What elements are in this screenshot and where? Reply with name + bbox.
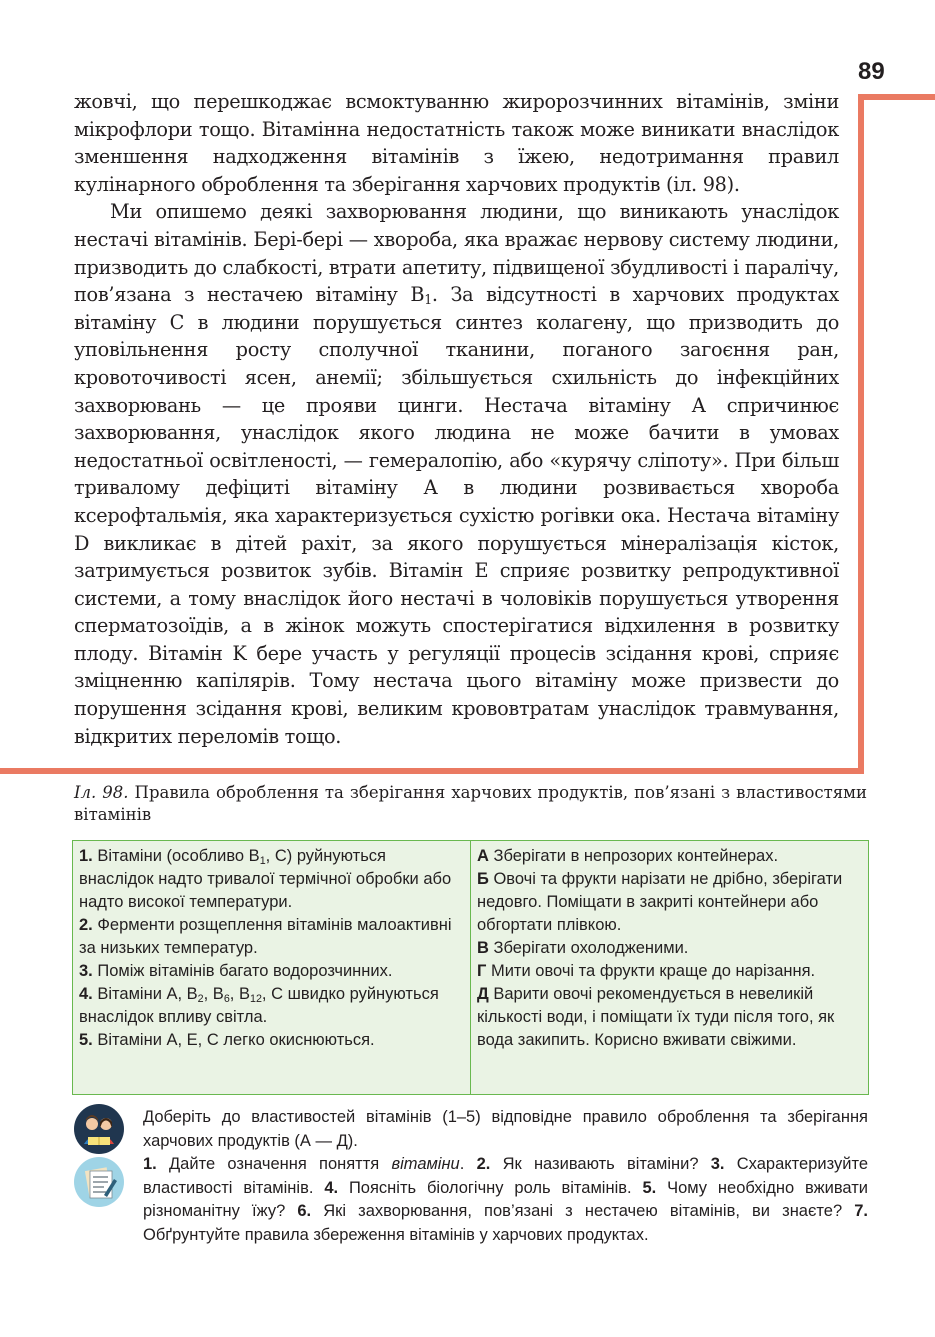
question-text: Чому необхідно вживати різноманітну їжу?: [143, 1178, 868, 1220]
property-text: Вітаміни А, В: [92, 985, 198, 1003]
question-number: 6.: [297, 1202, 312, 1220]
paragraph-2-part-1: Ми опишемо деякі захворювання людини, що виникають унаслідок нестачі вітамінів. Бері-бері — хвороба, яка вражає нервову систему людини, призводить до слабкості, втрати апетиту, підвищеної збудливості і паралічу, пов’язана з нестачею вітаміну В: [74, 200, 839, 307]
question-text: Як називають вітаміни?: [490, 1155, 711, 1173]
property-item-2: [79, 914, 464, 960]
property-number: 1.: [79, 847, 93, 865]
rule-letter: Б: [477, 870, 489, 888]
subscript: 12: [249, 993, 262, 1005]
frame-right-bar: [858, 94, 864, 774]
rule-item-g: [477, 960, 862, 983]
body-text: [74, 88, 839, 750]
rule-item-a: [477, 845, 862, 868]
property-text: , С швидко руйнуються внаслідок впливу світла.: [79, 985, 439, 1026]
rule-text: Зберігати охолодженими.: [488, 939, 689, 957]
rule-letter: В: [477, 939, 489, 957]
rule-text: Зберігати в непрозорих контейнерах.: [488, 847, 779, 865]
frame-top-bar: [864, 94, 935, 100]
frame-bottom-bar: [0, 768, 864, 774]
group-task-text: Доберіть до властивостей вітамінів (1–5) відповідне правило оброблення та зберігання харчових продуктів (А — Д).: [143, 1108, 868, 1150]
property-text: Вітаміни А, Е, С легко окиснюються.: [92, 1031, 375, 1049]
question-text: .: [459, 1155, 477, 1173]
subscript: 1: [424, 292, 432, 308]
rule-letter: Г: [477, 962, 487, 980]
group-work-icon: [74, 1104, 124, 1154]
property-number: 2.: [79, 916, 93, 934]
property-text: Ферменти розщеплення вітамінів малоактивні за низьких температур.: [79, 916, 452, 957]
paragraph-1: жовчі, що перешкоджає всмоктуванню жиророзчинних вітамінів, зміни мікрофлори тощо. Вітамінна недостатність також може виникати внаслідок зменшення надходження вітамінів з їжею, недотримання правил кулінарного оброблення та зберігання харчових продуктів (іл. 98).: [74, 90, 839, 196]
caption-text: Правила оброблення та зберігання харчових продуктів, пов’язані з властивостями вітамінів: [74, 783, 867, 824]
page-number: 89: [858, 58, 885, 85]
property-number: 4.: [79, 985, 93, 1003]
rule-text: Овочі та фрукти нарізати не дрібно, зберігати недовго. Поміщати в закриті контейнери або обгортати плівкою.: [477, 870, 843, 934]
question-text: Які захворювання, пов’язані з нестачею вітамінів, ви знаєте?: [311, 1202, 855, 1220]
property-number: 3.: [79, 962, 93, 980]
question-text: Поясніть біологічну роль вітамінів.: [338, 1178, 643, 1197]
rule-letter: Д: [477, 985, 489, 1003]
rule-item-b: [477, 868, 862, 937]
property-text: , В: [203, 985, 224, 1003]
question-number: 5.: [642, 1178, 657, 1197]
subscript: 2: [197, 993, 204, 1005]
rule-text: Варити овочі рекомендується в невеликій кількості води, і поміщати їх туди після того, як вода закипить. Корисно вживати свіжими.: [477, 985, 835, 1049]
paragraph-2-part-2: . За відсутності в харчових продуктах вітаміну С в людини порушується синтез колагену, що призводить до уповільнення росту сполучної тканини, поганого загоєння ран, кровоточивості ясен, анемії; збільшується схильність до інфекційних захворювань — це прояви цинги. Нестача вітаміну А спричинює захворювання, унаслідок якого людина не може бачити в умовах недостатньої освітленості, — гемералопію, або «курячу сліпоту». При більш тривалому дефіциті вітаміну А в людини розвивається хвороба ксерофтальмія, яка характеризується сухістю рогівки ока. Нестача вітаміну D викликає в дітей рахіт, за якого порушується мінералізація кісток, затримується розвиток зубів. Вітамін Е сприяє розвитку репродуктивної системи, а тому внаслідок його нестачі в чоловіків порушується утворення сперматозоїдів, а в жінок можуть спостерігатися відхилення в розвитку плоду. Вітамін K бере участь у регуляції процесів зсідання крові, сприяє зміцненню капілярів. Тому нестача цього вітаміну може призвести до порушення зсідання крові, великим крововтратам унаслідок травмування, відкритих переломів тощо.: [74, 283, 839, 748]
question-text: Обґрунтуйте правила збереження вітамінів у харчових продуктах.: [143, 1225, 649, 1244]
rule-item-v: [477, 937, 862, 960]
paragraph-2: [74, 198, 839, 750]
question-number: 4.: [324, 1178, 339, 1197]
question-text: Схарактеризуйте властивості вітамінів.: [143, 1155, 868, 1197]
questions-text: [143, 1153, 868, 1247]
subscript: 6: [223, 993, 230, 1005]
matching-table: [72, 840, 869, 1095]
property-text: , В: [229, 985, 250, 1003]
rule-item-d: [477, 983, 862, 1052]
property-text: Поміж вітамінів багато водорозчинних.: [92, 962, 393, 980]
question-number: 2.: [476, 1155, 491, 1173]
question-number: 7.: [854, 1202, 869, 1220]
question-number: 3.: [710, 1155, 725, 1173]
rule-letter: А: [477, 847, 489, 865]
illustration-caption: [74, 782, 867, 826]
caption-ref: Іл. 98.: [74, 783, 129, 802]
rules-column: [471, 841, 868, 1094]
property-text: Вітаміни (особливо В: [92, 847, 260, 865]
property-item-5: [79, 1029, 464, 1052]
question-text: Дайте означення поняття: [156, 1155, 392, 1173]
task-block: [143, 1106, 868, 1247]
property-number: 5.: [79, 1031, 93, 1049]
subscript: 1: [259, 855, 266, 867]
notes-questions-icon: [74, 1157, 124, 1207]
property-text: , С) руйнуються внаслідок надто тривалої термічної обробки або надто високої температури.: [79, 847, 452, 911]
property-item-4: [79, 983, 464, 1029]
property-item-3: [79, 960, 464, 983]
property-item-1: [79, 845, 464, 914]
rule-text: Мити овочі та фрукти краще до нарізання.: [486, 962, 816, 980]
properties-column: [73, 841, 471, 1094]
question-term: вітаміни: [391, 1155, 460, 1173]
question-number: 1.: [143, 1155, 157, 1173]
